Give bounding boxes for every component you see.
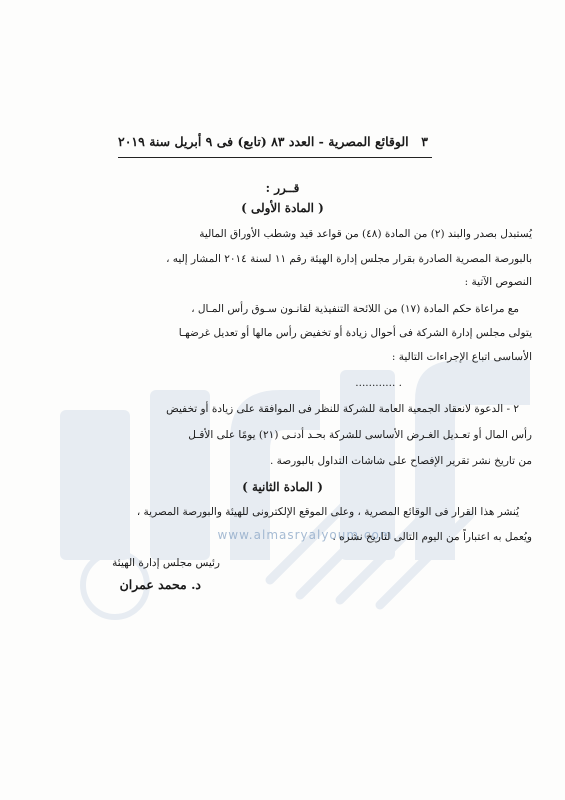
gazette-title: الوقائع المصرية - العدد ٨٣ (تابع) فى ٩ أبريل سنة ٢٠١٩ xyxy=(118,133,409,149)
body-line-5: يتولى مجلس إدارة الشركة فى أحوال زيادة أو تخفيض رأس مالها أو تعديل غرضهـا xyxy=(178,327,532,339)
signatory-name: د. محمد عمران xyxy=(119,577,201,592)
article-2-line-2: ويُعمل به اعتباراً من اليوم التالى لتاريخ نشره . xyxy=(332,531,532,543)
body-line-8: رأس المال أو تعـديل الغـرض الأساسى للشركة بحـد أدنـى (٢١) يومًا على الأقـل xyxy=(188,429,532,441)
body-line-6: الأساسى اتباع الإجراءات التالية : xyxy=(391,351,532,363)
signatory-role: رئيس مجلس إدارة الهيئة xyxy=(112,557,220,569)
article-2-line-1: يُنشر هذا القرار فى الوقائع المصرية ، وعلى الموقع الإلكترونى للهيئة والبورصة المصرية ، xyxy=(136,506,519,518)
header-divider xyxy=(118,157,432,158)
body-line-9: من تاريخ نشر تقرير الإفصاح على شاشات التداول بالبورصة . xyxy=(269,455,532,467)
ellipsis-line: . ............ xyxy=(355,377,402,389)
body-line-2: بالبورصة المصرية الصادرة بقرار مجلس إدارة الهيئة رقم ١١ لسنة ٢٠١٤ المشار إليه ، xyxy=(166,253,532,265)
body-line-4: مع مراعاة حكم المادة (١٧) من اللائحة التنفيذية لقانـون سـوق رأس المـال ، xyxy=(191,303,519,315)
page-number: ٣ xyxy=(421,133,428,149)
page-header xyxy=(118,131,428,151)
article-2-title: ( المادة الثانية ) xyxy=(242,480,323,494)
decision-heading: قــرر : xyxy=(265,181,300,195)
body-line-1: يُستبدل بصدر والبند (٢) من المادة (٤٨) من قواعد قيد وشطب الأوراق المالية xyxy=(199,228,532,240)
body-line-7: ٢ - الدعوة لانعقاد الجمعية العامة للشركة للنظر فى الموافقة على زيادة أو تخفيض xyxy=(166,403,519,415)
article-1-title: ( المادة الأولى ) xyxy=(241,201,324,215)
watermark-url: www.almasryalyoum.com xyxy=(217,528,393,542)
body-line-3: النصوص الآتية : xyxy=(464,276,532,288)
